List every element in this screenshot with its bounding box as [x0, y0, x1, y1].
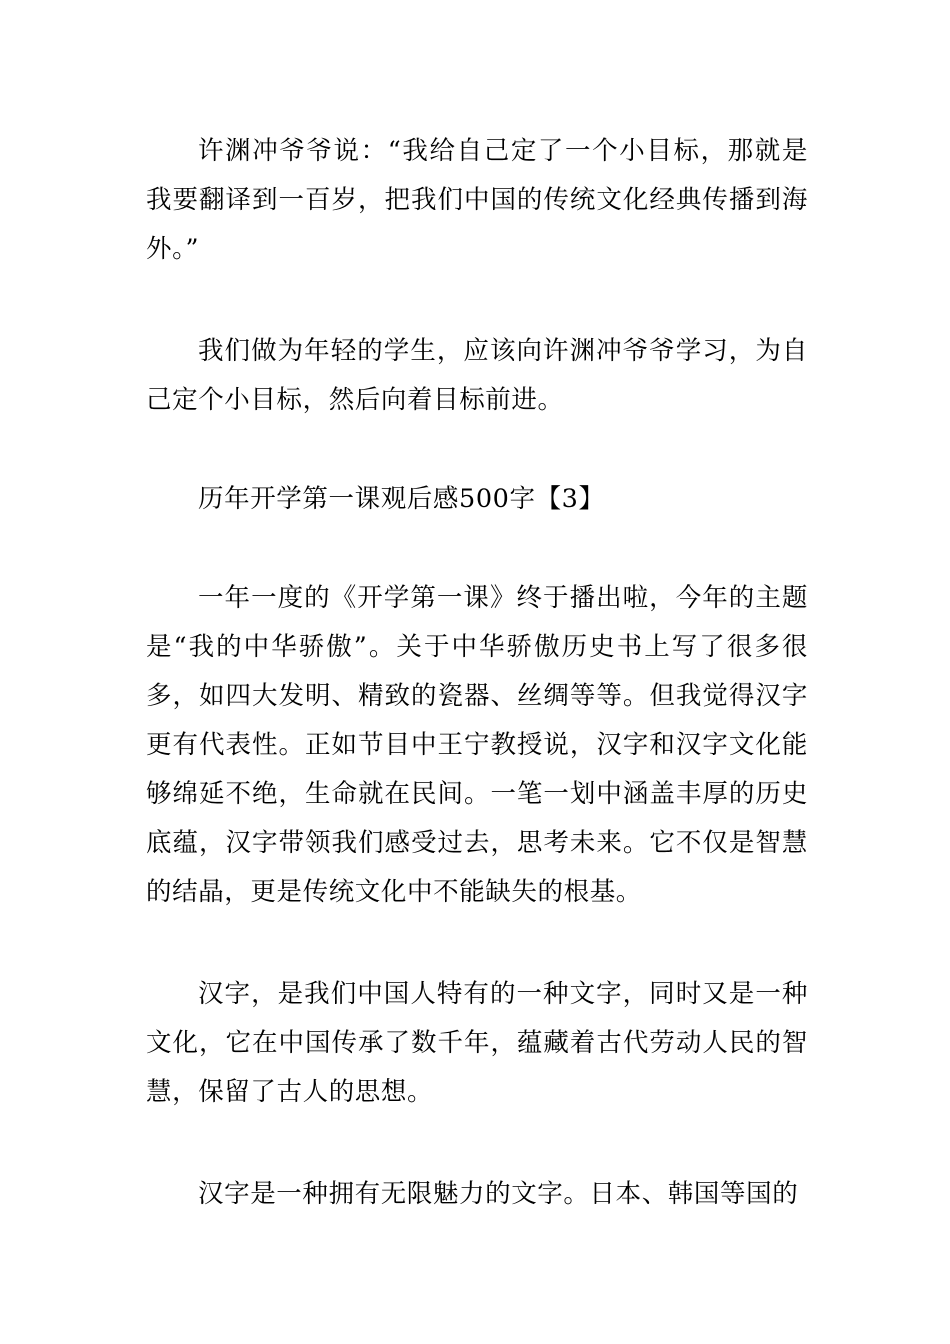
section-heading: 历年开学第一课观后感500字【3】: [198, 484, 605, 514]
paragraph-quote: 许渊冲爷爷说：“我给自己定了一个小目标，那就是我要翻译到一百岁，把我们中国的传统文化经典传播到海外。”: [146, 136, 808, 264]
paragraph-learn: 我们做为年轻的学生，应该向许渊冲爷爷学习，为自己定个小目标，然后向着目标前进。: [146, 336, 808, 415]
paragraph-intro: 一年一度的《开学第一课》终于播出啦，今年的主题是“我的中华骄傲”。关于中华骄傲历史书上写了很多很多，如四大发明、精致的瓷器、丝绸等等。但我觉得汉字更有代表性。正如节目中王宁教授说，汉字和汉字文化能够绵延不绝，生命就在民间。一笔一划中涵盖丰厚的历史底蕴，汉字带领我们感受过去，思考未来。它不仅是智慧的结晶，更是传统文化中不能缺失的根基。: [146, 583, 808, 907]
paragraph-charm: 汉字是一种拥有无限魅力的文字。日本、韩国等国的: [198, 1179, 799, 1209]
paragraph-hanzi: 汉字，是我们中国人特有的一种文字，同时又是一种文化，它在中国传承了数千年，蕴藏着古代劳动人民的智慧，保留了古人的思想。: [146, 979, 808, 1107]
